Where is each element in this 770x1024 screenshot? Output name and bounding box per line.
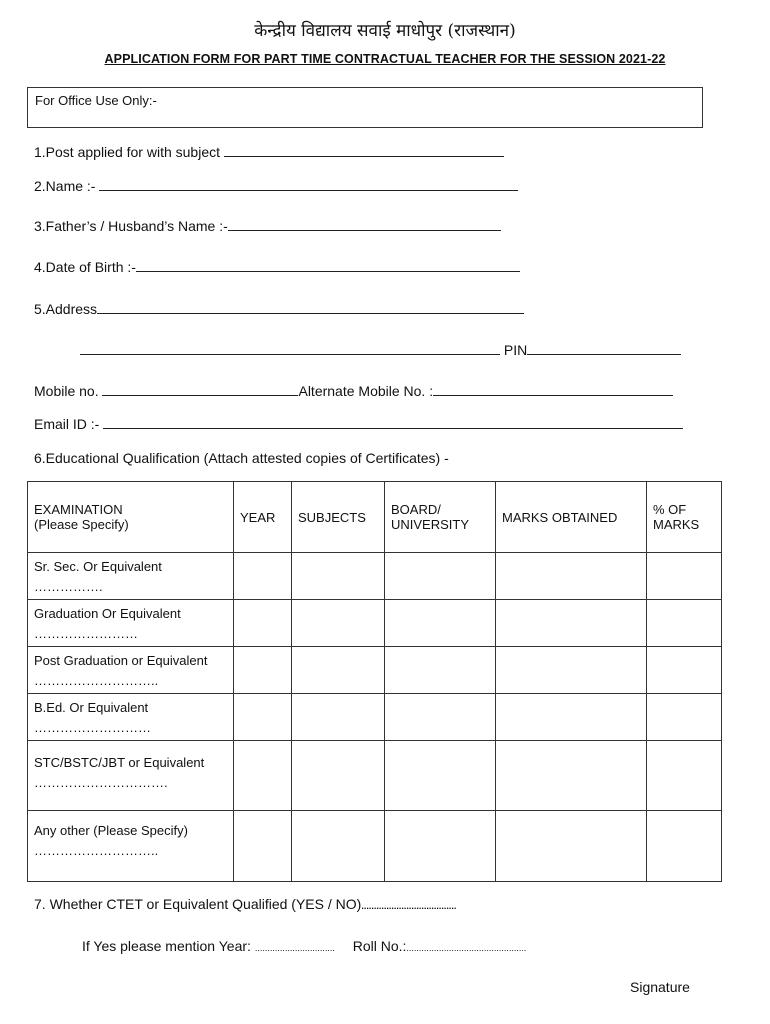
marks-cell[interactable] bbox=[496, 647, 647, 694]
year-cell[interactable] bbox=[234, 600, 292, 647]
col-examination: EXAMINATION (Please Specify) bbox=[28, 482, 234, 553]
board-cell[interactable] bbox=[385, 811, 496, 882]
percent-cell[interactable] bbox=[647, 553, 722, 600]
table-row bbox=[28, 741, 722, 811]
mobile-label: Mobile no. bbox=[34, 383, 99, 399]
exam-cell: STC/BSTC/JBT or Equivalent …………………………. bbox=[28, 741, 234, 811]
signature-label: Signature bbox=[630, 979, 690, 995]
year-cell[interactable] bbox=[234, 741, 292, 811]
roll-no-dots[interactable]: ................................................ bbox=[406, 943, 527, 953]
year-cell[interactable] bbox=[234, 694, 292, 741]
email-blank[interactable] bbox=[103, 416, 683, 429]
address-label: 5.Address bbox=[34, 301, 98, 317]
office-use-box bbox=[27, 87, 703, 128]
name-label: 2.Name :- bbox=[34, 178, 96, 194]
exam-cell: Sr. Sec. Or Equivalent ……………. bbox=[28, 553, 234, 600]
post-blank[interactable] bbox=[224, 144, 504, 157]
office-use-label: For Office Use Only:- bbox=[35, 93, 157, 108]
percent-cell[interactable] bbox=[647, 741, 722, 811]
marks-cell[interactable] bbox=[496, 553, 647, 600]
table-row bbox=[28, 647, 722, 694]
board-cell[interactable] bbox=[385, 647, 496, 694]
address-field bbox=[34, 301, 524, 317]
mobile-field bbox=[34, 383, 673, 399]
percent-cell[interactable] bbox=[647, 811, 722, 882]
roll-no-label: Roll No.: bbox=[352, 938, 407, 954]
address-blank-2[interactable] bbox=[80, 342, 500, 355]
dob-label: 4.Date of Birth :- bbox=[34, 259, 136, 275]
email-label: Email ID :- bbox=[34, 416, 100, 432]
col-percent: % OF MARKS bbox=[647, 482, 722, 553]
father-field bbox=[34, 218, 501, 234]
col-board: BOARD/ UNIVERSITY bbox=[385, 482, 496, 553]
address-line2 bbox=[80, 342, 681, 358]
percent-cell[interactable] bbox=[647, 647, 722, 694]
name-field bbox=[34, 178, 518, 194]
board-cell[interactable] bbox=[385, 600, 496, 647]
education-heading: 6.Educational Qualification (Attach attested copies of Certificates) - bbox=[34, 450, 449, 466]
post-label: 1.Post applied for with subject bbox=[34, 144, 220, 160]
ctet-year-label: If Yes please mention Year: bbox=[82, 938, 251, 954]
ctet-details bbox=[82, 938, 526, 954]
form-title: APPLICATION FORM FOR PART TIME CONTRACTUAL TEACHER FOR THE SESSION 2021-22 bbox=[104, 52, 666, 66]
board-cell[interactable] bbox=[385, 553, 496, 600]
marks-cell[interactable] bbox=[496, 741, 647, 811]
table-row bbox=[28, 600, 722, 647]
table-row bbox=[28, 553, 722, 600]
marks-cell[interactable] bbox=[496, 811, 647, 882]
col-year: YEAR bbox=[234, 482, 292, 553]
subjects-cell[interactable] bbox=[292, 600, 385, 647]
col-marks: MARKS OBTAINED bbox=[496, 482, 647, 553]
post-field bbox=[34, 144, 504, 160]
email-field bbox=[34, 416, 683, 432]
father-label: 3.Father’s / Husband’s Name :- bbox=[34, 218, 228, 234]
percent-cell[interactable] bbox=[647, 600, 722, 647]
table-row bbox=[28, 694, 722, 741]
alt-mobile-label: Alternate Mobile No. : bbox=[298, 383, 434, 399]
table-row bbox=[28, 811, 722, 882]
name-blank[interactable] bbox=[99, 178, 518, 191]
subjects-cell[interactable] bbox=[292, 553, 385, 600]
ctet-answer-dots[interactable]: ...................................... bbox=[361, 901, 457, 911]
board-cell[interactable] bbox=[385, 741, 496, 811]
subjects-cell[interactable] bbox=[292, 811, 385, 882]
school-title-hindi: केन्द्रीय विद्यालय सवाई माधोपुर (राजस्थान) bbox=[254, 21, 516, 41]
year-cell[interactable] bbox=[234, 647, 292, 694]
dob-field bbox=[34, 259, 520, 275]
pin-label: PIN bbox=[503, 342, 528, 358]
subjects-cell[interactable] bbox=[292, 694, 385, 741]
pin-blank[interactable] bbox=[527, 342, 681, 355]
exam-cell: Graduation Or Equivalent …………………… bbox=[28, 600, 234, 647]
ctet-question bbox=[34, 896, 456, 912]
mobile-blank[interactable] bbox=[102, 383, 298, 396]
ctet-question-label: 7. Whether CTET or Equivalent Qualified (YES / NO) bbox=[34, 896, 362, 912]
year-cell[interactable] bbox=[234, 811, 292, 882]
exam-cell: B.Ed. Or Equivalent ……………………… bbox=[28, 694, 234, 741]
alt-mobile-blank[interactable] bbox=[433, 383, 673, 396]
table-header-row bbox=[28, 482, 722, 553]
dob-blank[interactable] bbox=[136, 259, 520, 272]
address-blank[interactable] bbox=[97, 301, 524, 314]
col-subjects: SUBJECTS bbox=[292, 482, 385, 553]
exam-cell: Post Graduation or Equivalent ……………………….. bbox=[28, 647, 234, 694]
year-cell[interactable] bbox=[234, 553, 292, 600]
subjects-cell[interactable] bbox=[292, 647, 385, 694]
subjects-cell[interactable] bbox=[292, 741, 385, 811]
marks-cell[interactable] bbox=[496, 600, 647, 647]
percent-cell[interactable] bbox=[647, 694, 722, 741]
father-blank[interactable] bbox=[228, 218, 501, 231]
marks-cell[interactable] bbox=[496, 694, 647, 741]
qualification-table bbox=[27, 481, 722, 882]
board-cell[interactable] bbox=[385, 694, 496, 741]
ctet-year-dots[interactable]: ................................ bbox=[254, 943, 335, 953]
exam-cell: Any other (Please Specify) ……………………….. bbox=[28, 811, 234, 882]
